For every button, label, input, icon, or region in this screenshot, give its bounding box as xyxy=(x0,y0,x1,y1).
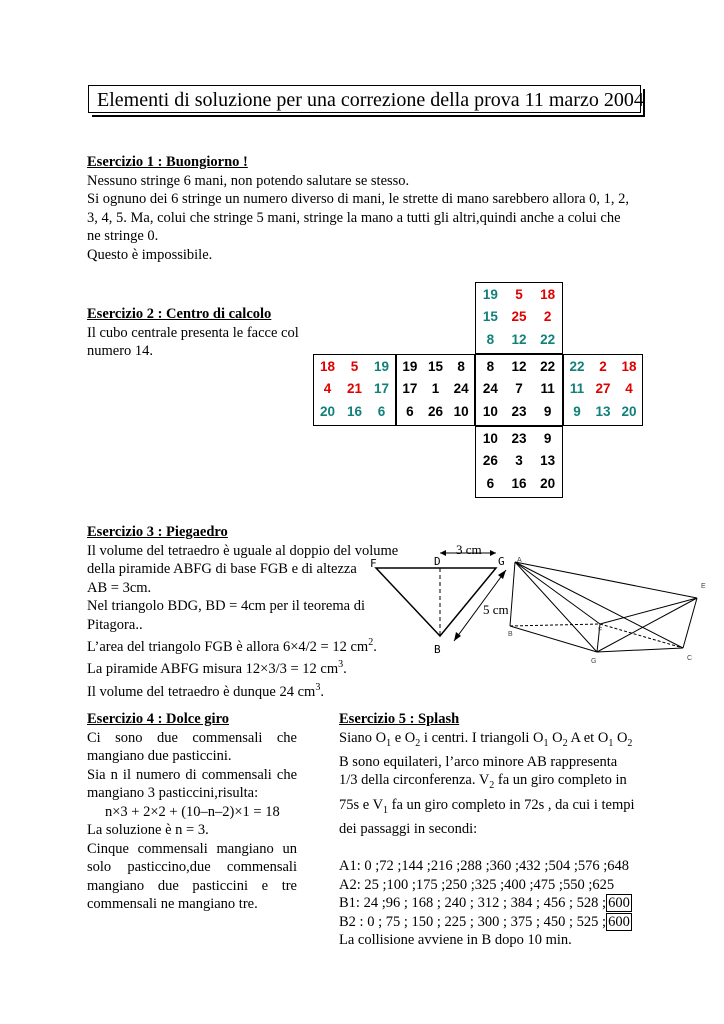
label-D: D xyxy=(434,555,441,568)
exercise-4-heading: Esercizio 4 : Dolce giro xyxy=(87,711,230,727)
cell: 18 xyxy=(319,358,336,374)
cell: 9 xyxy=(543,430,552,446)
cell: 26 xyxy=(427,403,443,419)
exercise-2-line: numero 14. xyxy=(87,343,154,359)
label-F: F xyxy=(370,557,377,570)
cell: 9 xyxy=(573,403,581,419)
cell: 11 xyxy=(540,381,555,397)
cell: 10 xyxy=(453,403,469,419)
exercise-3-line: La piramide ABFG misura 12×3/3 = 12 $cm^3$. xyxy=(87,659,347,678)
cell: 19 xyxy=(402,358,418,374)
exercise-4-line: solo pasticcino,due commensali xyxy=(87,859,297,875)
cell: 12 xyxy=(511,358,527,374)
cell: 18 xyxy=(540,286,556,302)
cell: 22 xyxy=(540,331,556,347)
exercise-4-equation: n×3 + 2×2 + (10–n–2)×1 = 18 xyxy=(105,803,280,820)
cell: 15 xyxy=(482,309,498,325)
exercise-5-line: Siano $O_1$ e $O_2$ i centri. I triangoli $O_1$ $O_2$ A et $O_1$ $O_2$ xyxy=(339,729,633,749)
cell: 23 xyxy=(511,430,527,446)
exercise-1-line: Questo è impossibile. xyxy=(87,246,213,263)
cell: 6 xyxy=(486,475,495,491)
exercise-5-line: 75s e $V_1$ fa un giro completo in 72s , da cui i tempi xyxy=(339,796,635,816)
times-B2: B2 : 0 ; 75 ; 150 ; 225 ; 300 ; 375 ; 450 ; 525 ; 600 xyxy=(339,913,630,930)
cell: 6 xyxy=(406,403,414,419)
collision-time-box: 600 xyxy=(608,895,630,912)
cube-face-center xyxy=(396,354,475,426)
label-F: F xyxy=(598,627,603,634)
exercise-3-line: Nel triangolo BDG, BD = 4cm per il teorema di xyxy=(87,598,365,614)
cell: 21 xyxy=(346,381,363,397)
exercise-3-line: Il volume del tetraedro è dunque 24 $cm^3$. xyxy=(87,681,324,700)
cube-face-far xyxy=(563,354,643,426)
exercise-1-line: ne stringe 0. xyxy=(87,228,159,244)
exercise-3-line: Pitagora.. xyxy=(87,616,143,633)
cell: 25 xyxy=(511,309,527,325)
exercise-2-line: Il cubo centrale presenta le facce col xyxy=(87,324,299,341)
cell: 22 xyxy=(540,358,556,374)
cell: 18 xyxy=(621,358,637,374)
exercise-2-heading: Esercizio 2 : Centro di calcolo xyxy=(87,306,272,322)
collision-time-box: 600 xyxy=(608,913,630,930)
label-G: G xyxy=(591,658,597,665)
cell: 20 xyxy=(319,403,336,419)
exercise-1-line: Si ognuno dei 6 stringe un numero diverso di mani, le strette di mano sarebbero allora 0, 1, 2, xyxy=(87,191,630,207)
cube-face-bottom xyxy=(475,426,563,498)
cell: 4 xyxy=(625,381,633,397)
exercise-5 xyxy=(339,710,699,950)
times-A2: A2: 25 ;100 ;175 ;250 ;325 ;400 ;475 ;550 ;625 xyxy=(339,876,615,893)
exercise-5-line: dei passaggi in secondi: xyxy=(339,821,478,838)
exercise-4-line: Cinque commensali mangiano un xyxy=(87,840,297,857)
exercise-4-line: commensali ne mangiano tre. xyxy=(87,896,258,912)
exercise-4-line: Ci sono due commensali che xyxy=(87,729,297,746)
exercise-5-line: B sono equilateri, l’arco minore AB rappresenta xyxy=(339,753,618,770)
cell: 4 xyxy=(323,381,332,397)
cube-face-top xyxy=(475,282,563,354)
exercise-4-line: mangiano 3 pasticcini,risulta: xyxy=(87,785,259,801)
cell: 16 xyxy=(346,403,363,419)
cell: 8 xyxy=(457,358,465,374)
cell: 24 xyxy=(453,381,469,397)
cell: 2 xyxy=(543,309,552,325)
cell: 5 xyxy=(350,358,359,374)
exercise-4-line: Sia n il numero di commensali che xyxy=(87,766,297,783)
cell: 23 xyxy=(511,403,527,419)
cube-face-left xyxy=(313,354,396,426)
cell: 19 xyxy=(482,286,498,302)
label-B: B xyxy=(434,643,441,656)
exercise-5-heading: Esercizio 5 : Splash xyxy=(339,711,460,727)
times-A1: A1: 0 ;72 ;144 ;216 ;288 ;360 ;432 ;504 ;576 ;648 xyxy=(339,858,630,875)
exercise-5-line: 1/3 della circonferenza. $V_2$ fa un giro completo in xyxy=(339,772,627,792)
length-5cm: 5 cm xyxy=(483,602,509,617)
exercise-3-line: AB = 3cm. xyxy=(87,579,152,596)
exercise-3-line: Il volume del tetraedro è uguale al doppio del volume xyxy=(87,542,399,559)
exercise-4-line: mangiano due pasticcini e tre xyxy=(87,877,297,894)
cell: 17 xyxy=(402,381,418,397)
exercise-3 xyxy=(87,523,407,701)
cell: 2 xyxy=(599,358,607,374)
exercise-4-line: La soluzione è n = 3. xyxy=(87,822,209,838)
label-G: G xyxy=(498,555,505,568)
cell: 10 xyxy=(482,403,498,419)
exercise-1-heading: Esercizio 1 : Buongiorno ! xyxy=(87,154,248,170)
label-A: A xyxy=(517,557,522,564)
exercise-3-line: della piramide ABFG di base FGB e di altezza xyxy=(87,561,357,577)
exercise-4 xyxy=(87,710,297,914)
label-B: B xyxy=(508,631,513,638)
cell: 27 xyxy=(595,381,611,397)
exercise-1 xyxy=(87,153,647,264)
cell: 10 xyxy=(482,430,498,446)
cell: 13 xyxy=(540,453,556,469)
exercise-2 xyxy=(87,305,317,361)
label-C: C xyxy=(687,655,693,662)
label-E: E xyxy=(701,583,706,590)
exercise-3-heading: Esercizio 3 : Piegaedro xyxy=(87,524,228,540)
cell: 24 xyxy=(482,381,498,397)
cell: 12 xyxy=(511,331,527,347)
exercise-3-line: L’area del triangolo FGB è allora 6×4/2 = 12 $cm^2$. xyxy=(87,637,377,655)
cell: 17 xyxy=(373,381,390,397)
cell: 8 xyxy=(486,358,495,374)
cube-face-right xyxy=(475,354,563,426)
length-3cm: 3 cm xyxy=(456,542,482,557)
cell: 16 xyxy=(511,475,527,491)
cell: 20 xyxy=(540,475,556,491)
cell: 8 xyxy=(486,331,495,347)
cell: 6 xyxy=(377,403,386,419)
exercise-1-line: Nessuno stringe 6 mani, non potendo salutare se stesso. xyxy=(87,172,410,189)
exercise-4-line: mangiano due pasticcini. xyxy=(87,748,232,764)
cell: 7 xyxy=(515,381,523,397)
cell: 1 xyxy=(431,381,440,397)
page-title: Elementi di soluzione per una correzione della prova 11 marzo 2004 xyxy=(88,85,641,113)
exercise-5-conclusion: La collisione avviene in B dopo 10 min. xyxy=(339,932,572,949)
cell: 13 xyxy=(595,403,611,419)
cell: 22 xyxy=(569,358,585,374)
times-B1: B1: 24 ;96 ; 168 ; 240 ; 312 ; 384 ; 456 ; 528 ; 600 xyxy=(339,895,630,912)
cell: 15 xyxy=(427,358,443,374)
cell: 9 xyxy=(543,403,552,419)
cell: 3 xyxy=(515,453,523,469)
triangle-figure xyxy=(370,540,520,660)
cell: 20 xyxy=(621,403,637,419)
exercise-1-line: 3, 4, 5. Ma, colui che stringe 5 mani, stringe la mano a tutti gli altri,quindi anche a colui che xyxy=(87,209,621,226)
cell: 5 xyxy=(515,286,523,302)
cell: 26 xyxy=(482,453,498,469)
cell: 11 xyxy=(569,381,585,397)
tetrahedron-figure xyxy=(505,550,715,670)
cell: 19 xyxy=(373,358,390,374)
